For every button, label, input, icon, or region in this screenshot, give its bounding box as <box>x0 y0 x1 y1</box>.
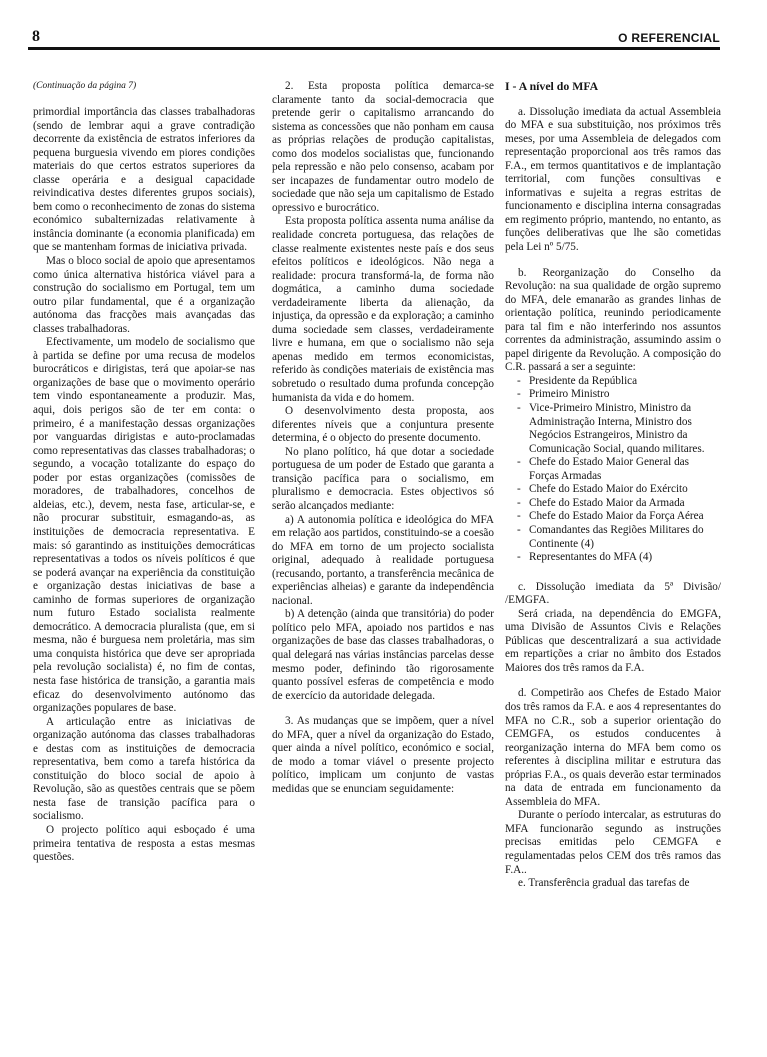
paragraph: a) A autonomia política e ideológica do MFA em relação aos partidos, constituindo-se a coesão do MFA em torno de um projecto socialista original, adequado à realidade portuguesa (recusando, portanto, a transferência mecânica de experiências alheias) e garante da independência nacional. <box>272 513 494 607</box>
list-item: - Vice-Primeiro Ministro, Ministro da Administração Interna, Ministro dos Negócios Estrangeiros, Ministro da Comunicação Social, quando militares. <box>505 402 721 456</box>
list-item: - Comandantes das Regiões Militares do Continente (4) <box>505 524 721 551</box>
council-composition-list <box>505 375 721 565</box>
list-item: - Chefe do Estado Maior General das Forças Armadas <box>505 456 721 483</box>
paragraph: No plano político, há que dotar a sociedade portuguesa de um poder de Estado que garanta a transição pacífica para o socialismo, em pluralismo e democracia. Estes objectivos só serão alcançados mediante: <box>272 445 494 512</box>
list-item: - Presidente da República <box>505 375 721 389</box>
paragraph: Esta proposta política assenta numa análise da realidade concreta portuguesa, das relações de classe realmente existentes neste país e dos seus efeitos políticos e ideológicos. Não nega a realidade: procura transformá-la, de forma não dogmática, a caminho duma sociedade verdadeiramente liberta da alienação, da injustiça, da opressão e da exploração; a caminho duma sociedade sem classes, verdadeiramente livre e humana, em que o socialismo não seja apenas medido em termos economicistas, referido às condições materiais de existência mas sobretudo o resultado duma profunda concepção humanista da vida e do homem. <box>272 215 494 404</box>
list-item: - Chefe do Estado Maior do Exército <box>505 483 721 497</box>
spacer <box>505 675 721 687</box>
paragraph: a. Dissolução imediata da actual Assembleia do MFA e sua substituição, nos próximos três meses, por uma Assembleia de delegados com representação proporcional aos três ramos das F.A., em termos quantitativos e de implantação territorial, com funções consultivas e informativas e sujeita a regras estritas de funcionamento e disciplina interna consagradas em regimento próprio, mantendo, no entanto, as funções deliberativas que lhe são cometidas pela Lei nº 5/75. <box>505 105 721 254</box>
page-number: 8 <box>32 28 40 45</box>
paragraph: A articulação entre as iniciativas de organização autónoma das classes trabalhadoras e destas com as instituições de democracia representativa, bem como a tarefa histórica da constituição do bloco social de apoio à Revolução, são as questões centrais que se põem nesta fase de transição pacífica para o socialismo. <box>33 715 255 823</box>
paragraph: b) A detenção (ainda que transitória) do poder político pelo MFA, apoiado nos partidos e nas organizações de base das classes trabalhadoras, o qual delegará nas várias instâncias parcelas desse mesmo poder, definindo tão rigorosamente quanto possível esferas de competência e modo de exercício da autoridade delegada. <box>272 608 494 702</box>
list-item: - Primeiro Ministro <box>505 388 721 402</box>
paragraph: b. Reorganização do Conselho da Revolução: na sua qualidade de orgão supremo do MFA, dele emanarão as grandes linhas de orientação política, reunindo periodicamente para tal fim e não interferindo nos assuntos correntes da administração, assumindo assim o papel dirigente da Revolução. A composição do C.R. passará a ser a seguinte: <box>505 266 721 374</box>
paragraph: primordial importância das classes trabalhadoras (sendo de lembrar aqui a grave contradição decorrente da existência de estratos inferiores da pequena burguesia vivendo em piores condições materiais do que certos estratos superiores da classe operária e a desigual capacidade reivindicativa destes diferentes grupos sociais), bem como o reconhecimento de zonas do sistema económico subalternizadas relativamente à instância dominante (a economia planificada) em que se mantenham formas de iniciativa privada. <box>33 106 255 254</box>
paragraph: O projecto político aqui esboçado é uma primeira tentativa de resposta a estas mesmas questões. <box>33 823 255 864</box>
list-item: - Chefe do Estado Maior da Força Aérea <box>505 510 721 524</box>
publication-title: O REFERENCIAL <box>618 31 720 45</box>
spacer <box>505 255 721 267</box>
paragraph: Efectivamente, um modelo de socialismo que à partida se define por uma recusa de modelos burocráticos e dirigistas, terá que apoiar-se nas organizações de base que o movimento operário tem vindo espontaneamente a produzir. Mas, aqui, dois perigos são de ter em conta: o primeiro, é a manifestação dessas organizações por vanguardas dirigistas e auto-proclamadas como representativas das classes trabalhadoras; o segundo, a vocação totalizante do espaço do poder por estas organizações (comissões de moradores, de trabalhadores, concelhos de aldeias, etc.), devem, nesta fase, articular-se, e não procurar substituir, esmagando-as, as instituições de democracia representativa. E mais: só garantindo as instituições democráticas representativas a todos os níveis políticos é que se poderá avançar na experiência da constituição e organização destas iniciativas de base a caminho de formas superiores de organização num futuro Estado socialista realmente democrático. A democracia pluralista (que, em si mesma, não é burguesa nem proletária, mas sim uma conquista histórica que deve ser apropriada pela revolução socialista) é, no fim de contas, nesta fase histórica de transição, a garantia mais eficaz do desenvolvimento autónomo das organizações populares de base. <box>33 336 255 715</box>
continuation-note: (Continuação da página 7) <box>33 81 137 91</box>
section-title: I - A nível do MFA <box>505 79 599 93</box>
column-3 <box>505 80 721 891</box>
list-item: - Representantes do MFA (4) <box>505 551 721 565</box>
paragraph: Mas o bloco social de apoio que apresentamos como única alternativa histórica viável para a construção do socialismo em Portugal, tem um outro pilar fundamental, que é a organização autónoma das fracções mais avançadas das classes trabalhadoras. <box>33 255 255 335</box>
paragraph: d. Competirão aos Chefes de Estado Maior dos três ramos da F.A. e aos 4 representantes do MFA no C.R., sob a superior orientação do CEMGFA, os estudos conducentes à reorganização interna do MFA bem como os referentes à disciplina militar e estrutura das próprias F.A., os quais deverão estar terminados na data de entrada em funcionamento da Assembleia do MFA. <box>505 687 721 808</box>
spacer <box>272 703 494 715</box>
list-item: - Chefe do Estado Maior da Armada <box>505 497 721 511</box>
header-rule <box>28 47 720 50</box>
paragraph: e. Transferência gradual das tarefas de <box>518 877 690 890</box>
column-2 <box>272 80 494 796</box>
paragraph: O desenvolvimento desta proposta, aos diferentes níveis que a conjuntura presente determina, é o objecto do presente documento. <box>272 405 494 445</box>
paragraph: Durante o período intercalar, as estruturas do MFA funcionarão segundo as instruções precisas emitidas pelo CEMGFA e regulamentadas pelos CEM dos três ramos das F.A.. <box>505 809 721 876</box>
paragraph: c. Dissolução imediata da 5ª Divisão/ /EMGFA. <box>505 580 721 607</box>
paragraph: 2. Esta proposta política demarca-se claramente tanto da social-democracia que pretende gerir o capitalismo arrancando do sistema as concessões que não ponham em causa as próprias relações de produção capitalistas, como dos modelos socialistas que, funcionando pela repressão e não pelo consenso, acabam por ser incapazes de fundamentar outro modelo de sociedade que não seja um capitalismo de Estado opressivo e burocrático. <box>272 80 494 214</box>
paragraph: Será criada, na dependência do EMGFA, uma Divisão de Assuntos Civis e Relações Públicas que descentralizará a sua actividade em repartições a criar no âmbito dos Estados Maiores dos três ramos da F.A. <box>505 607 721 674</box>
paragraph: 3. As mudanças que se impõem, quer a nível do MFA, quer a nível da organização do Estado, quer ainda a nível político, económico e social, de modo a tomar viável o presente projecto político, implicam um conjunto de vastas medidas que se enunciam seguidamente: <box>272 715 494 795</box>
column-1 <box>33 80 255 865</box>
